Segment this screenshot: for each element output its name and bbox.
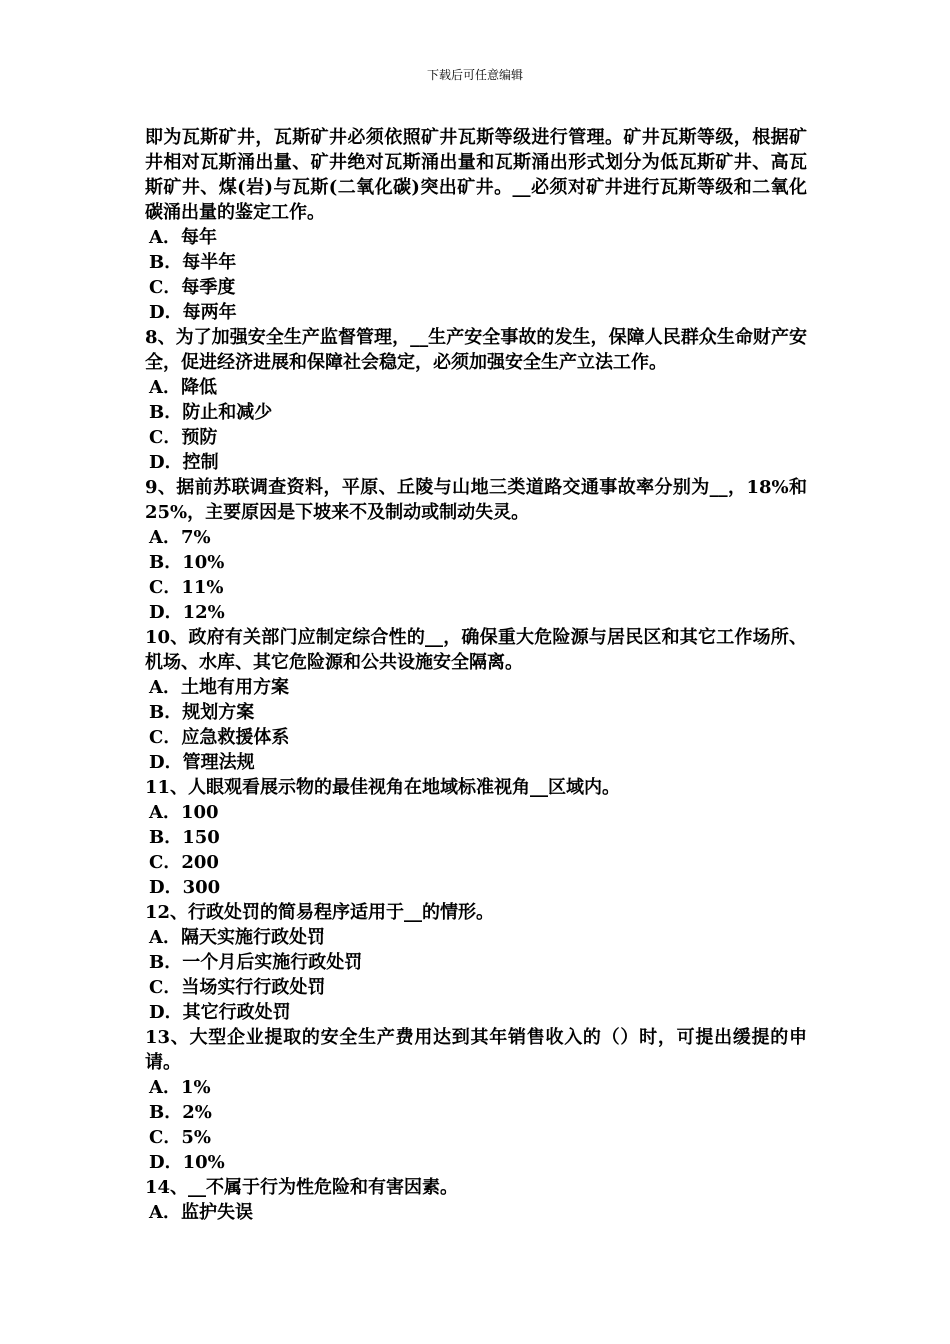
option-a: A．7% [149,527,211,548]
option-b: B．一个月后实施行政处罚 [149,952,363,973]
document-body [145,125,807,1225]
question-11: 11、人眼观看展示物的最佳视角在地域标准视角__区域内。 [145,777,621,798]
option-d: D．12% [149,602,225,623]
option-a: A．隔天实施行政处罚 [149,927,325,948]
option-c: C．200 [149,852,219,873]
option-b: B．每半年 [149,252,237,273]
question-12: 12、行政处罚的简易程序适用于__的情形。 [145,902,495,923]
option-b: B．规划方案 [149,702,255,723]
option-b: B．150 [149,827,220,848]
option-a: A．监护失误 [149,1202,253,1223]
question-10: 10、政府有关部门应制定综合性的__，确保重大危险源与居民区和其它工作场所、机场、水库、其它危险源和公共设施安全隔离。 [145,627,807,673]
intro-paragraph: 即为瓦斯矿井，瓦斯矿井必须依照矿井瓦斯等级进行管理。矿井瓦斯等级，根据矿井相对瓦斯涌出量、矿井绝对瓦斯涌出量和瓦斯涌出形式划分为低瓦斯矿井、高瓦斯矿井、煤(岩)与瓦斯(二氧化碳)突出矿井。__必须对矿井进行瓦斯等级和二氧化碳涌出量的鉴定工作。 [145,127,807,223]
option-a: A．100 [149,802,219,823]
option-b: B．10% [149,552,225,573]
option-c: C．11% [149,577,224,598]
option-d: D．10% [149,1152,225,1173]
option-c: C．5% [149,1127,211,1148]
option-b: B．防止和减少 [149,402,273,423]
option-d: D．每两年 [149,302,237,323]
option-a: A．1% [149,1077,211,1098]
option-d: D．控制 [149,452,219,473]
option-d: D．其它行政处罚 [149,1002,291,1023]
question-8: 8、为了加强安全生产监督管理，__生产安全事故的发生，保障人民群众生命财产安全，促进经济进展和保障社会稳定，必须加强安全生产立法工作。 [145,327,807,373]
option-a: A．每年 [149,227,217,248]
option-c: C．应急救援体系 [149,727,290,748]
question-13: 13、大型企业提取的安全生产费用达到其年销售收入的（）时，可提出缓提的申请。 [145,1027,807,1073]
page-header: 下载后可任意编辑 [426,68,523,82]
option-b: B．2% [149,1102,212,1123]
option-a: A．土地有用方案 [149,677,289,698]
option-c: C．预防 [149,427,218,448]
option-c: C．当场实行行政处罚 [149,977,326,998]
question-14: 14、__不属于行为性危险和有害因素。 [145,1177,459,1198]
question-9: 9、据前苏联调查资料，平原、丘陵与山地三类道路交通事故率分别为__，18%和25%，主要原因是下坡来不及制动或制动失灵。 [145,477,807,523]
option-d: D．300 [149,877,221,898]
option-a: A．降低 [149,377,217,398]
option-d: D．管理法规 [149,752,255,773]
option-c: C．每季度 [149,277,236,298]
